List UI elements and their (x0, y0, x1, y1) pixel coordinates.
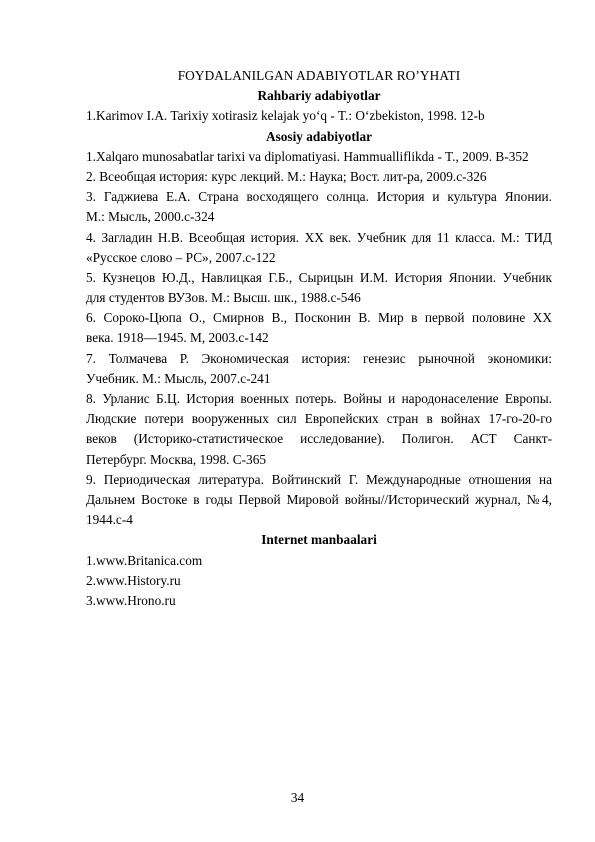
document-title: FOYDALANILGAN ADABIYOTLAR RO’YHATI (177, 68, 461, 83)
reference-line: 1944.с-4 (86, 512, 133, 528)
reference-line: 6. Сороко-Цюпа О., Смирнов В., Посконин В. Мир в первой половине ХХ (86, 310, 552, 326)
reference-line: века. 1918—1945. М, 2003.с-142 (86, 330, 269, 346)
reference-line: 7. Толмачева Р. Экономическая история: генезис рыночной экономики: (86, 350, 552, 366)
reference-line: веков (Историко-статистическое исследование). Полигон. АСТ Санкт- (86, 431, 552, 447)
reference-line: «Русское слово – РС», 2007.с-122 (86, 249, 276, 265)
reference-line: М.: Мысль, 2000.с-324 (86, 209, 215, 225)
reference-line: 5. Кузнецов Ю.Д., Навлицкая Г.Б., Сырицын И.М. История Японии. Учебник (86, 269, 552, 285)
reference-line: 1.www.Britanica.com (86, 552, 203, 568)
reference-line: 3. Гаджиева Е.А. Страна восходящего солнца. История и культура Японии. (86, 189, 552, 205)
reference-line: Людские потери вооруженных сил Европейских стран в войнах 17-го-20-го (86, 411, 552, 427)
reference-line: 2. Всеобщая история: курс лекций. М.: Наука; Вост. лит-ра, 2009.с-326 (86, 168, 487, 184)
reference-line: 4. Загладин Н.В. Всеобщая история. ХХ век. Учебник для 11 класса. М.: ТИД (86, 229, 552, 245)
reference-line: Учебник. М.: Мысль, 2007.с-241 (86, 370, 271, 386)
document-page (86, 66, 552, 611)
reference-line: 1.Karimov I.A. Tarixiy xotirasiz kelajak yoʻq - T.: Oʻzbekiston, 1998. 12-b (86, 108, 485, 124)
reference-line: 9. Периодическая литература. Войтинский Г. Международные отношения на (86, 471, 552, 487)
reference-line: 3.www.Hrono.ru (86, 592, 176, 608)
reference-line: Петербург. Москва, 1998. С-365 (86, 451, 266, 467)
section-heading-main: Rahbariy adabiyotlar (257, 88, 381, 104)
page-number: 34 (290, 790, 305, 805)
section-heading-internet: Internet manbaalari (261, 532, 377, 548)
section-heading-basic: Asosiy adabiyotlar (265, 128, 373, 144)
reference-line: Дальнем Востоке в годы Первой Мировой войны//Исторический журнал, №4, (86, 491, 552, 507)
reference-line: для студентов ВУЗов. М.: Высш. шк., 1988.с-546 (86, 290, 361, 306)
reference-line: 1.Xalqaro munosabatlar tarixi va diplomatiyasi. Hammualliflikda - T., 2009. B-352 (86, 148, 529, 164)
reference-line: 2.www.History.ru (86, 572, 181, 588)
reference-line: 8. Урланис Б.Ц. История военных потерь. Войны и народонаселение Европы. (86, 391, 552, 406)
